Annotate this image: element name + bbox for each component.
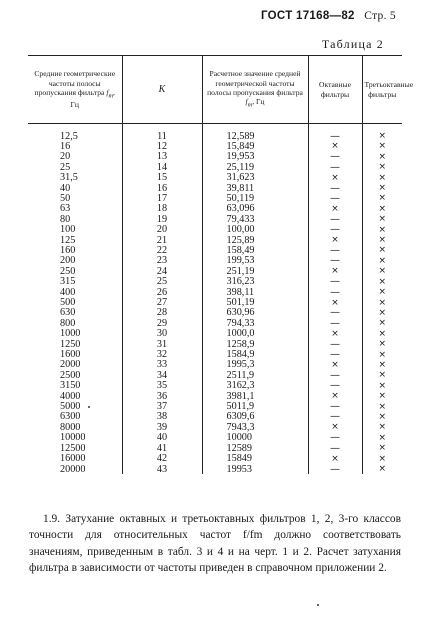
cross-mark: ×	[378, 214, 387, 225]
table-row	[28, 162, 402, 172]
octave-mark	[308, 277, 362, 287]
octave-mark	[308, 124, 362, 142]
k-cell: 39	[122, 422, 202, 432]
third-octave-mark	[362, 402, 402, 412]
cross-mark: ×	[331, 172, 339, 183]
table-row	[28, 402, 402, 412]
calc-cell: 1995,3	[202, 360, 308, 370]
table-row	[28, 235, 402, 245]
calc-cell: 6309,6	[202, 412, 308, 422]
third-octave-mark	[362, 183, 402, 193]
freq-cell: 63	[60, 203, 71, 215]
table-row	[28, 193, 402, 203]
header-k: K	[122, 56, 202, 124]
header-octave: Октавные фильтры	[308, 56, 362, 124]
octave-mark	[308, 298, 362, 308]
k-cell: 25	[122, 277, 202, 287]
table-row	[28, 464, 402, 474]
third-octave-mark	[362, 391, 402, 401]
scan-speck	[88, 406, 90, 408]
table-row	[28, 266, 402, 276]
page-number: Стр. 5	[364, 10, 396, 22]
octave-mark	[308, 464, 362, 474]
third-octave-mark	[362, 422, 402, 432]
k-cell: 13	[122, 152, 202, 162]
third-octave-mark	[362, 433, 402, 443]
dash-mark: —	[330, 182, 340, 194]
calc-cell: 1258,9	[202, 339, 308, 349]
table-row	[28, 308, 402, 318]
cross-mark: ×	[378, 172, 387, 183]
freq-cell: 20000	[60, 463, 86, 475]
freq-cell: 16	[60, 140, 71, 152]
cross-mark: ×	[331, 328, 339, 339]
freq-cell: 12500	[60, 442, 86, 454]
third-octave-mark	[362, 266, 402, 276]
cross-mark: ×	[378, 453, 387, 464]
k-cell: 31	[122, 339, 202, 349]
table-row	[28, 287, 402, 297]
dash-mark: —	[330, 130, 340, 142]
third-octave-mark	[362, 245, 402, 255]
calc-cell: 12,589	[202, 124, 308, 142]
third-octave-mark	[362, 464, 402, 474]
calc-cell: 15849	[202, 454, 308, 464]
third-octave-mark	[362, 454, 402, 464]
third-octave-mark	[362, 287, 402, 297]
calc-cell: 7943,3	[202, 422, 308, 432]
table-row	[28, 152, 402, 162]
calc-cell: 12589	[202, 443, 308, 453]
dash-mark: —	[330, 380, 340, 392]
cross-mark: ×	[331, 203, 339, 214]
cross-mark: ×	[331, 422, 339, 433]
third-octave-mark	[362, 225, 402, 235]
cross-mark: ×	[331, 235, 339, 246]
paragraph-1-9	[29, 511, 401, 576]
third-octave-mark	[362, 277, 402, 287]
table-row	[28, 183, 402, 193]
dash-mark: —	[330, 244, 340, 256]
k-cell: 24	[122, 266, 202, 276]
cross-mark: ×	[378, 224, 387, 235]
octave-mark	[308, 308, 362, 318]
cross-mark: ×	[378, 328, 387, 339]
third-octave-mark	[362, 162, 402, 172]
octave-mark	[308, 214, 362, 224]
cross-mark: ×	[331, 359, 339, 370]
dash-mark: —	[330, 411, 340, 423]
k-cell: 28	[122, 308, 202, 318]
header-third: Третьоктавные фильтры	[362, 56, 402, 124]
dash-mark: —	[330, 213, 340, 225]
third-octave-mark	[362, 124, 402, 142]
cross-mark: ×	[378, 193, 387, 204]
freq-cell: 630	[60, 307, 76, 319]
dash-mark: —	[330, 463, 340, 475]
cross-mark: ×	[378, 131, 387, 141]
octave-mark	[308, 235, 362, 245]
freq-cell: 315	[60, 276, 76, 288]
k-cell: 36	[122, 391, 202, 401]
dash-mark: —	[330, 369, 340, 381]
freq-cell: 20	[60, 151, 71, 163]
calc-cell: 2511,9	[202, 370, 308, 380]
k-cell: 37	[122, 402, 202, 412]
freq-cell: 6300	[60, 411, 81, 423]
table-row	[28, 370, 402, 380]
calc-cell: 100,00	[202, 225, 308, 235]
octave-mark	[308, 350, 362, 360]
octave-mark	[308, 266, 362, 276]
table-row	[28, 225, 402, 235]
table-header-row	[28, 56, 402, 124]
octave-mark	[308, 152, 362, 162]
k-cell: 16	[122, 183, 202, 193]
freq-cell: 400	[60, 286, 76, 298]
k-cell: 38	[122, 412, 202, 422]
third-octave-mark	[362, 204, 402, 214]
freq-cell: 80	[60, 213, 71, 225]
freq-cell: 250	[60, 265, 76, 277]
calc-cell: 3162,3	[202, 381, 308, 391]
calc-cell: 316,23	[202, 277, 308, 287]
calc-cell: 158,49	[202, 245, 308, 255]
table-body	[28, 124, 402, 475]
cross-mark: ×	[378, 276, 387, 287]
octave-mark	[308, 370, 362, 380]
freq-cell: 160	[60, 244, 76, 256]
calc-cell: 794,33	[202, 318, 308, 328]
k-cell: 32	[122, 350, 202, 360]
freq-cell: 1600	[60, 349, 81, 361]
table-row	[28, 454, 402, 464]
octave-mark	[308, 183, 362, 193]
cross-mark: ×	[378, 235, 387, 246]
cross-mark: ×	[378, 318, 387, 329]
cross-mark: ×	[378, 422, 387, 433]
dash-mark: —	[330, 276, 340, 288]
third-octave-mark	[362, 318, 402, 328]
third-octave-mark	[362, 350, 402, 360]
third-octave-mark	[362, 412, 402, 422]
third-octave-mark	[362, 370, 402, 380]
freq-cell: 4000	[60, 390, 81, 402]
freq-cell: 1250	[60, 338, 81, 350]
table-row	[28, 350, 402, 360]
dash-mark: —	[330, 286, 340, 298]
octave-mark	[308, 245, 362, 255]
cross-mark: ×	[331, 453, 339, 464]
k-cell: 29	[122, 318, 202, 328]
dash-mark: —	[330, 151, 340, 163]
octave-mark	[308, 162, 362, 172]
calc-cell: 63,096	[202, 204, 308, 214]
table-row	[28, 245, 402, 255]
freq-cell: 200	[60, 255, 76, 267]
k-cell: 11	[122, 124, 202, 142]
calc-cell: 501,19	[202, 298, 308, 308]
table-row	[28, 277, 402, 287]
k-cell: 18	[122, 204, 202, 214]
table-row	[28, 433, 402, 443]
table-row	[28, 298, 402, 308]
k-cell: 21	[122, 235, 202, 245]
third-octave-mark	[362, 298, 402, 308]
cross-mark: ×	[378, 255, 387, 266]
cross-mark: ×	[378, 443, 387, 454]
freq-cell: 3150	[60, 380, 81, 392]
octave-mark	[308, 193, 362, 203]
third-octave-mark	[362, 329, 402, 339]
k-cell: 26	[122, 287, 202, 297]
calc-cell: 50,119	[202, 193, 308, 203]
freq-cell: 8000	[60, 421, 81, 433]
calc-cell: 125,89	[202, 235, 308, 245]
cross-mark: ×	[331, 297, 339, 308]
dash-mark: —	[330, 442, 340, 454]
k-cell: 23	[122, 256, 202, 266]
k-cell: 22	[122, 245, 202, 255]
header-calc: Расчетное значение средней геометрической частоты полосы пропускания фильтра $f_m$, Гц	[202, 56, 308, 124]
table-row	[28, 256, 402, 266]
calc-cell: 39,811	[202, 183, 308, 193]
k-cell: 35	[122, 381, 202, 391]
dash-mark: —	[330, 317, 340, 329]
table-row	[28, 124, 402, 142]
third-octave-mark	[362, 214, 402, 224]
cross-mark: ×	[331, 141, 339, 152]
third-octave-mark	[362, 173, 402, 183]
calc-cell: 25,119	[202, 162, 308, 172]
octave-mark	[308, 225, 362, 235]
third-octave-mark	[362, 235, 402, 245]
freq-cell: 31,5	[60, 172, 78, 184]
freq-cell: 10000	[60, 432, 86, 444]
k-cell: 15	[122, 173, 202, 183]
table-row	[28, 204, 402, 214]
table-row	[28, 329, 402, 339]
octave-mark	[308, 391, 362, 401]
third-octave-mark	[362, 443, 402, 453]
paragraph-text: 1.9. Затухание октавных и третьоктавных фильтров 1, 2, 3-го классов точности для относительных частот f/fm должно соответствовать значениям, приведенным в табл. 3 и 4 и на черт. 1 и 2. Расчет затухания фильтра в зависимости от частоты приведен в справочном приложении 2.	[29, 513, 401, 574]
freq-cell: 100	[60, 224, 76, 236]
table-row	[28, 412, 402, 422]
k-cell: 33	[122, 360, 202, 370]
third-octave-mark	[362, 381, 402, 391]
dash-mark: —	[330, 161, 340, 173]
cross-mark: ×	[378, 464, 387, 474]
cross-mark: ×	[378, 391, 387, 402]
calc-cell: 398,11	[202, 287, 308, 297]
octave-mark	[308, 173, 362, 183]
cross-mark: ×	[378, 203, 387, 214]
calc-cell: 1584,9	[202, 350, 308, 360]
freq-cell: 800	[60, 317, 76, 329]
dash-mark: —	[330, 338, 340, 350]
octave-mark	[308, 318, 362, 328]
calc-cell: 5011,9	[202, 402, 308, 412]
freq-cell: 500	[60, 297, 76, 308]
freq-cell: 25	[60, 161, 71, 173]
third-octave-mark	[362, 308, 402, 318]
cross-mark: ×	[378, 370, 387, 381]
freq-cell: 16000	[60, 453, 86, 465]
freq-cell: 50	[60, 192, 71, 204]
scan-speck	[317, 604, 319, 606]
table-row	[28, 141, 402, 151]
freq-cell: 12,5	[60, 130, 78, 142]
calc-cell: 630,96	[202, 308, 308, 318]
cross-mark: ×	[331, 266, 339, 277]
table-row	[28, 391, 402, 401]
table-row	[28, 360, 402, 370]
cross-mark: ×	[378, 297, 387, 308]
standard-number: ГОСТ 17168—82	[260, 10, 355, 22]
cross-mark: ×	[378, 266, 387, 277]
table-row	[28, 381, 402, 391]
calc-cell: 199,53	[202, 256, 308, 266]
header-freq: Средние геометрические частоты полосы пропускания фильтра $f_m$, Гц	[28, 56, 122, 124]
dash-mark: —	[330, 255, 340, 267]
cross-mark: ×	[378, 245, 387, 256]
cross-mark: ×	[378, 349, 387, 360]
calc-cell: 79,433	[202, 214, 308, 224]
table-row	[28, 214, 402, 224]
cross-mark: ×	[378, 162, 387, 173]
k-cell: 43	[122, 464, 202, 474]
cross-mark: ×	[378, 141, 387, 152]
k-cell: 30	[122, 329, 202, 339]
octave-mark	[308, 256, 362, 266]
page-header	[261, 10, 396, 22]
third-octave-mark	[362, 360, 402, 370]
cross-mark: ×	[378, 401, 387, 412]
k-cell: 20	[122, 225, 202, 235]
third-octave-mark	[362, 256, 402, 266]
cross-mark: ×	[378, 432, 387, 443]
frequency-table	[28, 55, 414, 475]
octave-mark	[308, 422, 362, 432]
table-row	[28, 339, 402, 349]
table-row	[28, 422, 402, 432]
calc-cell: 19,953	[202, 152, 308, 162]
freq-cell: 1000	[60, 328, 81, 340]
third-octave-mark	[362, 152, 402, 162]
dash-mark: —	[330, 192, 340, 204]
calc-cell: 251,19	[202, 266, 308, 276]
dash-mark: —	[330, 307, 340, 319]
dash-mark: —	[330, 401, 340, 413]
calc-cell: 19953	[202, 464, 308, 474]
cross-mark: ×	[378, 307, 387, 318]
k-cell: 27	[122, 298, 202, 308]
calc-cell: 10000	[202, 433, 308, 443]
freq-cell: 2000	[60, 359, 81, 371]
k-cell: 40	[122, 433, 202, 443]
third-octave-mark	[362, 339, 402, 349]
cross-mark: ×	[378, 183, 387, 194]
calc-cell: 15,849	[202, 141, 308, 151]
dash-mark: —	[330, 224, 340, 236]
cross-mark: ×	[378, 380, 387, 391]
table-row	[28, 443, 402, 453]
freq-cell: 5000	[60, 401, 81, 413]
third-octave-mark	[362, 141, 402, 151]
freq-cell: 2500	[60, 369, 81, 381]
freq-cell: 125	[60, 234, 76, 246]
third-octave-mark	[362, 193, 402, 203]
octave-mark	[308, 339, 362, 349]
calc-cell: 1000,0	[202, 329, 308, 339]
octave-mark	[308, 204, 362, 214]
dash-mark: —	[330, 432, 340, 444]
dash-mark: —	[330, 349, 340, 361]
table-title: Таблица 2	[321, 37, 384, 51]
k-cell: 17	[122, 193, 202, 203]
octave-mark	[308, 433, 362, 443]
octave-mark	[308, 329, 362, 339]
octave-mark	[308, 454, 362, 464]
k-cell: 14	[122, 162, 202, 172]
cross-mark: ×	[378, 287, 387, 298]
octave-mark	[308, 412, 362, 422]
cross-mark: ×	[378, 151, 387, 162]
k-cell: 42	[122, 454, 202, 464]
table-row	[28, 173, 402, 183]
k-cell: 34	[122, 370, 202, 380]
cross-mark: ×	[378, 411, 387, 422]
calc-cell: 3981,1	[202, 391, 308, 401]
k-cell: 19	[122, 214, 202, 224]
cross-mark: ×	[331, 391, 339, 402]
octave-mark	[308, 443, 362, 453]
table-row	[28, 318, 402, 328]
k-cell: 41	[122, 443, 202, 453]
cross-mark: ×	[378, 359, 387, 370]
octave-mark	[308, 287, 362, 297]
calc-cell: 31,623	[202, 173, 308, 183]
freq-cell: 40	[60, 182, 71, 194]
octave-mark	[308, 402, 362, 412]
octave-mark	[308, 381, 362, 391]
k-cell: 12	[122, 141, 202, 151]
octave-mark	[308, 141, 362, 151]
cross-mark: ×	[378, 339, 387, 350]
octave-mark	[308, 360, 362, 370]
